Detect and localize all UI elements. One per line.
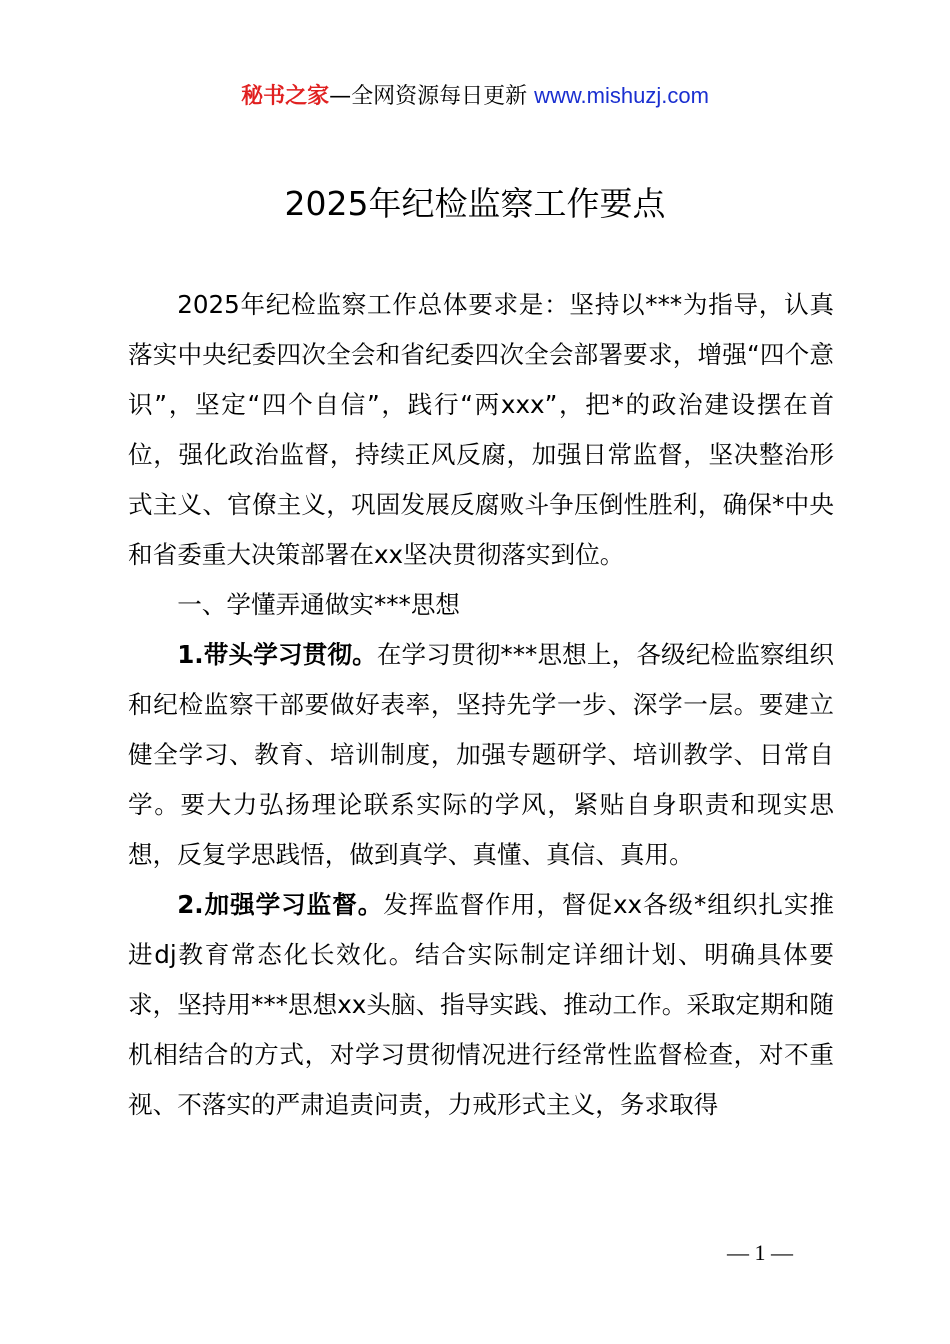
site-brand: 秘书之家 <box>241 84 330 109</box>
page-number: — 1 — <box>727 1240 793 1265</box>
site-tagline: —全网资源每日更新 <box>329 84 535 109</box>
intro-paragraph: 2025年纪检监察工作总体要求是：坚持以***为指导，认真落实中央纪委四次全会和省纪委四次全会部署要求，增强“四个意识”，坚定“四个自信”，践行“两xxx”，把*的政治建设摆在首位，强化政治监督，持续正风反腐，加强日常监督，坚决整治形式主义、官僚主义，巩固发展反腐败斗争压倒性胜利，确保*中央和省委重大决策部署在xx坚决贯彻落实到位。 <box>128 290 834 569</box>
site-url-link[interactable]: www.mishuzj.com <box>534 83 709 108</box>
section-heading: 一、学懂弄通做实***思想 <box>177 590 461 619</box>
item-2-lead: 2.加强学习监督。 <box>177 890 384 919</box>
item-1-lead: 1.带头学习贯彻。 <box>177 640 377 669</box>
item-paragraph-1 <box>128 630 834 880</box>
site-header <box>0 80 950 113</box>
item-paragraph-2 <box>128 880 834 1130</box>
document-body <box>128 280 834 1130</box>
item-1-text: 在学习贯彻***思想上，各级纪检监察组织和纪检监察干部要做好表率，坚持先学一步、深学一层。要建立健全学习、教育、培训制度，加强专题研学、培训教学、日常自学。要大力弘扬理论联系实际的学风，紧贴自身职责和现实思想，反复学思践悟，做到真学、真懂、真信、真用。 <box>128 640 834 869</box>
document-title: 2025年纪检监察工作要点 <box>284 184 666 223</box>
item-2-text: 发挥监督作用，督促xx各级*组织扎实推进dj教育常态化长效化。结合实际制定详细计划、明确具体要求，坚持用***思想xx头脑、指导实践、推动工作。采取定期和随机相结合的方式，对学习贯彻情况进行经常性监督检查，对不重视、不落实的严肃追责问责，力戒形式主义，务求取得 <box>128 890 834 1119</box>
